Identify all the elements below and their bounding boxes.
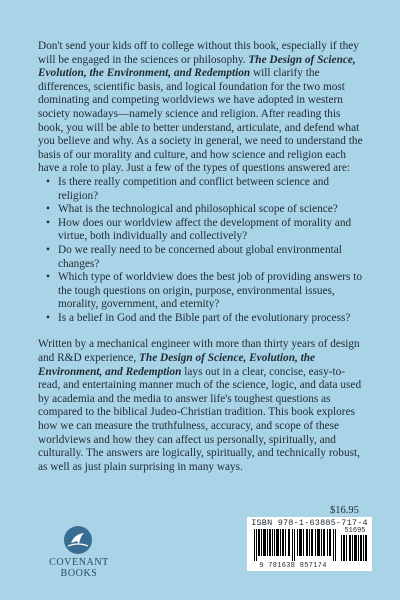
ean-digits: 9 781638 857174 [259, 562, 327, 570]
questions-list [38, 176, 365, 326]
ean-barcode-bars [253, 529, 337, 561]
author-text-rest: lays out in a clear, concise, easy-to-read, and entertaining manner much of the science, logic, and data used by academia and the media to answer life's toughest questions as compared to the biblical Judeo-Christian tradition. This book explores how we can measure the truthfulness, accuracy, and scope of these worldviews and how they can affect us personally, spiritually, and culturally. The answers are logically, spiritually, and technically robust, as well as just plain surprising in many ways. [38, 365, 362, 473]
intro-text-lead: Don't send your kids off to college without this book, especially if they will be engaged in the sciences or philosophy. [38, 40, 359, 66]
price-code-text: 51695 [344, 527, 366, 535]
intro-text-rest: will clarify the differences, scientific basis, and logical foundation for the two most dominating and competing worldviews we have adopted in western society nowadays—namely science and religion. After reading this book, you will be able to better understand, articulate, and defend what you believe and why. As a society in general, we need to understand the basis of our morality and culture, and how science and religion each have a role to play. Just a few of the types of questions answered are: [38, 67, 363, 175]
price-label: $16.95 [330, 505, 359, 516]
price-code-bars [341, 535, 367, 561]
book-title-inline-2: The Design of Science, Evolution, the Environment, and Redemption [38, 352, 316, 378]
question-item: • What is the technological and philosophical scope of science? [46, 203, 365, 217]
intro-paragraph [38, 40, 365, 176]
question-item: • How does our worldview affect the development of morality and virtue, both individually and collectively? [46, 217, 365, 244]
isbn-text: ISBN 978-1-63885-717-4 [251, 518, 368, 528]
book-title-inline: The Design of Science, Evolution, the Environment, and Redemption [38, 53, 356, 80]
publisher-name: COVENANT BOOKS [49, 557, 109, 579]
question-item: • Is there really competition and conflict between science and religion? [46, 176, 365, 203]
back-cover-text [38, 40, 365, 474]
question-item: • Which type of worldview does the best job of providing answers to the tough questions on origin, purpose, environmental issues, morality, government, and eternity? [46, 271, 365, 312]
question-item: • Do we really need to be concerned about global environmental changes? [46, 244, 365, 271]
barcode [247, 517, 372, 571]
author-paragraph [38, 338, 365, 474]
bird-in-circle-icon [62, 524, 94, 556]
author-text-lead: Written by a mechanical engineer with more than thirty years of design and R&D experience, [38, 338, 360, 365]
question-item: • Is a belief in God and the Bible part of the evolutionary process? [46, 312, 365, 326]
